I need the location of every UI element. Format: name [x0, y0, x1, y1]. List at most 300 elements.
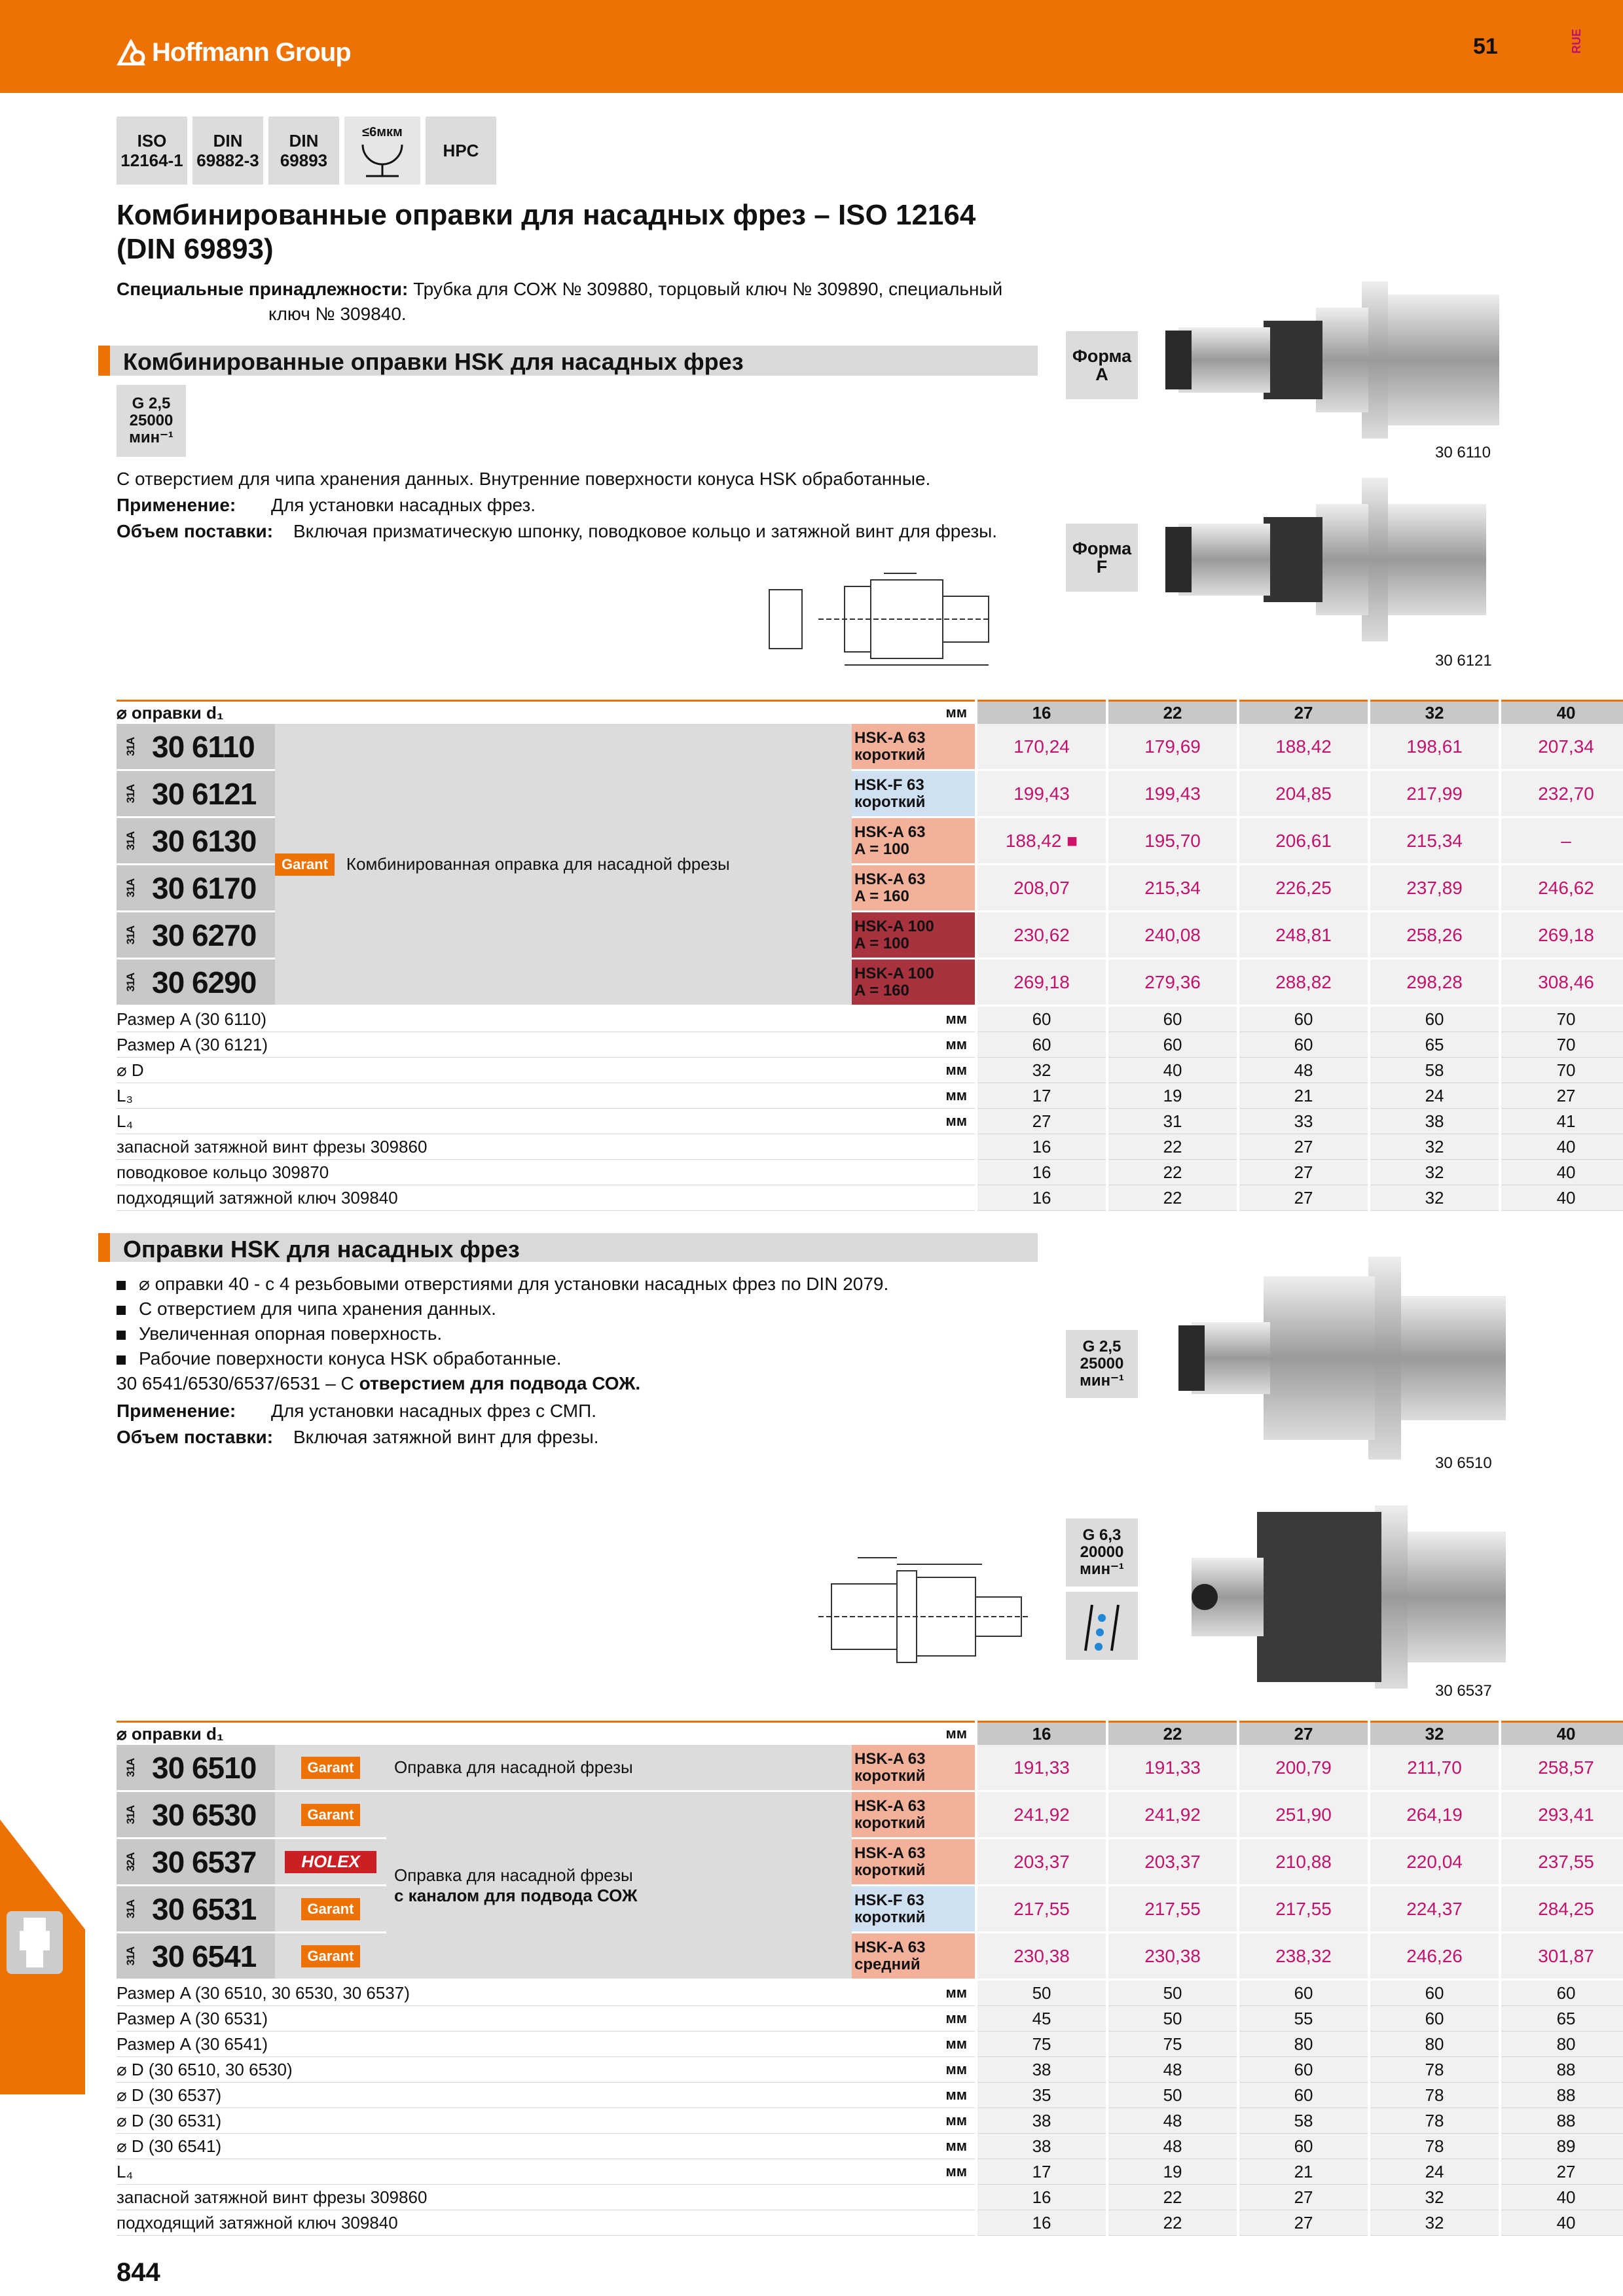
- table-header-row: [117, 701, 1623, 725]
- special-accessories: [117, 277, 1033, 327]
- technical-drawing-2: [792, 1545, 1054, 1682]
- spec-line: короткий: [854, 793, 926, 811]
- measure-value: 19: [1107, 2159, 1238, 2185]
- bullet-icon: [117, 1331, 126, 1340]
- hsk-spec: [852, 1839, 976, 1886]
- spec-line: A = 160: [854, 981, 909, 999]
- balance-unit: мин⁻¹: [129, 429, 173, 446]
- price-cell[interactable]: 258,57: [1500, 1745, 1623, 1791]
- price-cell[interactable]: 238,32: [1238, 1933, 1369, 1980]
- col-header-unit: мм: [852, 701, 976, 725]
- price-cell[interactable]: 215,34: [1369, 817, 1500, 865]
- measure-value: 24: [1369, 2159, 1500, 2185]
- price-cell[interactable]: 237,55: [1500, 1839, 1623, 1886]
- coolant-icon: [1066, 1592, 1138, 1660]
- measure-value: 48: [1107, 2108, 1238, 2134]
- measure-value: 40: [1107, 1058, 1238, 1083]
- measure-value: 27: [1500, 1083, 1623, 1109]
- hsk-spec: [852, 959, 976, 1006]
- measure-value: 40: [1500, 2185, 1623, 2210]
- image-caption: 30 6110: [1435, 444, 1491, 461]
- section-title: Комбинированные оправки HSK для насадных фрез: [123, 348, 744, 375]
- price-code: 31A: [124, 1758, 137, 1777]
- garant-logo: Garant: [301, 1945, 361, 1967]
- measure-label: ⌀ D (30 6541): [117, 2134, 852, 2159]
- measure-value: 88: [1500, 2057, 1623, 2083]
- spec-line: средний: [854, 1955, 921, 1973]
- product-description: Оправка для насадной фрезы: [386, 1745, 852, 1791]
- measure-unit: мм: [852, 2134, 976, 2159]
- price-cell[interactable]: 198,61: [1369, 724, 1500, 770]
- price-cell[interactable]: 191,33: [976, 1745, 1107, 1791]
- product-image-306537: [1178, 1499, 1519, 1695]
- col-header-unit: мм: [852, 1722, 976, 1746]
- table-combined-arbors: [117, 700, 1623, 1211]
- table-row: [117, 1933, 1623, 1980]
- price-cell[interactable]: 251,90: [1238, 1791, 1369, 1839]
- measure-value: 89: [1500, 2134, 1623, 2159]
- measure-label: L₄: [117, 2159, 852, 2185]
- runout-icon: [353, 142, 412, 179]
- measure-value: 40: [1500, 2210, 1623, 2236]
- image-caption: 30 6121: [1435, 652, 1492, 670]
- article-number[interactable]: [117, 724, 275, 770]
- description-line: Оправка для насадной фрезы: [394, 1865, 633, 1885]
- spec-line: короткий: [854, 1908, 926, 1926]
- price-cell[interactable]: 188,42 ■: [976, 817, 1107, 865]
- col-header-value: 32: [1369, 701, 1500, 725]
- measure-value: 45: [976, 2006, 1107, 2032]
- price-cell[interactable]: 204,85: [1238, 770, 1369, 817]
- measure-value: 38: [976, 2108, 1107, 2134]
- article-number[interactable]: [117, 817, 275, 865]
- section-header-1: [98, 346, 1038, 376]
- spec-line: HSK-A 63: [854, 728, 926, 747]
- price-cell[interactable]: 230,62: [976, 912, 1107, 959]
- article-text: 30 6530: [152, 1797, 257, 1832]
- spec-line: HSK-A 63: [854, 1797, 926, 1815]
- product-image-306110: [1165, 268, 1506, 452]
- article-text: 30 6130: [152, 823, 257, 858]
- spec-line: HSK-A 63: [854, 1844, 926, 1862]
- hsk-spec: [852, 1886, 976, 1933]
- badge-line: 69893: [280, 151, 328, 170]
- measure-label: Размер A (30 6121): [117, 1032, 852, 1058]
- price-cell[interactable]: 258,26: [1369, 912, 1500, 959]
- measure-unit: мм: [852, 2057, 976, 2083]
- measure-value: 70: [1500, 1006, 1623, 1032]
- spec-line: HSK-A 63: [854, 1749, 926, 1768]
- spec-line: A = 100: [854, 934, 909, 952]
- measure-label: подходящий затяжной ключ 309840: [117, 1185, 852, 1211]
- accessories-text: ключ № 309840.: [268, 304, 407, 324]
- measure-row: [117, 2134, 1623, 2159]
- badge-iso: [117, 117, 187, 185]
- price-cell[interactable]: 301,87: [1500, 1933, 1623, 1980]
- price-cell[interactable]: 200,79: [1238, 1745, 1369, 1791]
- measure-label: Размер A (30 6531): [117, 2006, 852, 2032]
- col-header-value: 27: [1238, 1722, 1369, 1746]
- price-cell[interactable]: 195,70: [1107, 817, 1238, 865]
- price-cell[interactable]: 264,19: [1369, 1791, 1500, 1839]
- application-text: Для установки насадных фрез с СМП.: [271, 1401, 596, 1421]
- price-cell[interactable]: 203,37: [1107, 1839, 1238, 1886]
- price-cell[interactable]: 240,08: [1107, 912, 1238, 959]
- badge-din-69882: [192, 117, 263, 185]
- price-cell[interactable]: 207,34: [1500, 724, 1623, 770]
- measure-value: 32: [976, 1058, 1107, 1083]
- footer-page-number: 844: [117, 2258, 160, 2287]
- price-cell[interactable]: 179,69: [1107, 724, 1238, 770]
- measure-label: L₃: [117, 1083, 852, 1109]
- price-cell[interactable]: 188,42: [1238, 724, 1369, 770]
- bullet-icon: [117, 1355, 126, 1365]
- price-cell[interactable]: 199,43: [1107, 770, 1238, 817]
- measure-value: 27: [1238, 1185, 1369, 1211]
- balance-unit: мин⁻¹: [1080, 1372, 1124, 1390]
- measure-value: 60: [1369, 1006, 1500, 1032]
- measure-value: 40: [1500, 1134, 1623, 1160]
- price-code: 31A: [124, 878, 137, 897]
- price-cell[interactable]: 241,92: [976, 1791, 1107, 1839]
- measure-label: поводковое кольцо 309870: [117, 1160, 852, 1185]
- measure-value: 50: [976, 1980, 1107, 2006]
- price-cell[interactable]: 230,38: [1107, 1933, 1238, 1980]
- bullet-text: С отверстием для чипа хранения данных.: [139, 1299, 496, 1319]
- article-number[interactable]: [117, 1745, 275, 1791]
- article-text: 30 6270: [152, 918, 257, 952]
- hsk-spec: [852, 1791, 976, 1839]
- spec-line: HSK-F 63: [854, 1891, 924, 1909]
- section1-application: [117, 492, 536, 518]
- measure-value: 80: [1369, 2032, 1500, 2057]
- measure-value: 80: [1238, 2032, 1369, 2057]
- spec-line: короткий: [854, 1814, 926, 1832]
- price-code: 31A: [124, 784, 137, 803]
- balance-grade-box: [1066, 1518, 1138, 1587]
- measure-row: [117, 1058, 1623, 1083]
- price-cell[interactable]: 308,46: [1500, 959, 1623, 1006]
- language-code: RUE: [1570, 28, 1583, 54]
- price-cell[interactable]: 237,89: [1369, 865, 1500, 912]
- bullet-text: ⌀ оправки 40 - с 4 резьбовыми отверстиями для установки насадных фрез по DIN 2079.: [139, 1274, 889, 1294]
- spec-line: HSK-A 63: [854, 870, 926, 888]
- title-line-1: Комбинированные оправки для насадных фрез – ISO 12164: [117, 199, 976, 231]
- measure-value: 16: [976, 2210, 1107, 2236]
- measure-value: 19: [1107, 1083, 1238, 1109]
- measure-value: 78: [1369, 2057, 1500, 2083]
- measure-value: 88: [1500, 2108, 1623, 2134]
- article-number[interactable]: [117, 1791, 275, 1839]
- product-image-306121: [1165, 471, 1506, 648]
- table-row: [117, 724, 1623, 770]
- col-header-value: 32: [1369, 1722, 1500, 1746]
- price-cell[interactable]: 269,18: [976, 959, 1107, 1006]
- article-text: 30 6510: [152, 1750, 257, 1785]
- price-cell[interactable]: 246,62: [1500, 865, 1623, 912]
- measure-unit: [852, 2185, 976, 2210]
- garant-logo: Garant: [301, 1898, 361, 1920]
- price-cell[interactable]: 208,07: [976, 865, 1107, 912]
- measure-label: Размер A (30 6110): [117, 1006, 852, 1032]
- description-wrap: [275, 853, 852, 876]
- price-code: 31A: [124, 737, 137, 756]
- price-cell[interactable]: –: [1500, 817, 1623, 865]
- measure-label: запасной затяжной винт фрезы 309860: [117, 2185, 852, 2210]
- measure-value: 32: [1369, 2210, 1500, 2236]
- form-label: Форма: [1072, 346, 1132, 366]
- table-header-row: [117, 1722, 1623, 1746]
- measure-value: 48: [1107, 2057, 1238, 2083]
- measure-value: 78: [1369, 2083, 1500, 2108]
- spec-line: HSK-A 63: [854, 823, 926, 841]
- measure-label: подходящий затяжной ключ 309840: [117, 2210, 852, 2236]
- price-code: 31A: [124, 1805, 137, 1824]
- measure-value: 88: [1500, 2083, 1623, 2108]
- price-code: 31A: [124, 973, 137, 992]
- article-number[interactable]: [117, 865, 275, 912]
- bullet-icon: [117, 1281, 126, 1290]
- measure-value: 38: [1369, 1109, 1500, 1134]
- measure-value: 60: [1369, 2006, 1500, 2032]
- measure-value: 27: [1238, 1134, 1369, 1160]
- price-cell[interactable]: 215,34: [1107, 865, 1238, 912]
- price-code: 31A: [124, 1899, 137, 1918]
- price-cell[interactable]: 284,25: [1500, 1886, 1623, 1933]
- measure-row: [117, 1160, 1623, 1185]
- table-row: [117, 1886, 1623, 1933]
- article-text: 30 6290: [152, 965, 257, 999]
- measure-value: 32: [1369, 1185, 1500, 1211]
- measure-unit: мм: [852, 2006, 976, 2032]
- price-cell[interactable]: 246,26: [1369, 1933, 1500, 1980]
- price-code: 31A: [124, 925, 137, 944]
- badge-line: 69882-3: [196, 151, 259, 170]
- application-text: Для установки насадных фрез.: [271, 495, 536, 515]
- form-letter: F: [1096, 557, 1108, 577]
- measure-unit: мм: [852, 1980, 976, 2006]
- measure-unit: мм: [852, 1032, 976, 1058]
- measure-value: 24: [1369, 1083, 1500, 1109]
- price-cell[interactable]: 170,24: [976, 724, 1107, 770]
- section-accent: [98, 1233, 110, 1262]
- measure-row: [117, 1109, 1623, 1134]
- measure-value: 35: [976, 2083, 1107, 2108]
- balance-grade-box: [117, 385, 186, 457]
- badge-line: DIN: [289, 131, 319, 151]
- measure-value: 32: [1369, 2185, 1500, 2210]
- spec-line: A = 100: [854, 840, 909, 858]
- bullet-icon: [117, 1306, 126, 1315]
- measure-row: [117, 1185, 1623, 1211]
- measure-value: 27: [1238, 2210, 1369, 2236]
- price-cell[interactable]: 224,37: [1369, 1886, 1500, 1933]
- measure-label: ⌀ D (30 6531): [117, 2108, 852, 2134]
- measure-value: 60: [1238, 1032, 1369, 1058]
- article-number[interactable]: [117, 770, 275, 817]
- measure-value: 58: [1369, 1058, 1500, 1083]
- measure-row: [117, 2210, 1623, 2236]
- price-cell[interactable]: 220,04: [1369, 1839, 1500, 1886]
- coolant-bold: отверстием для подвода СОЖ.: [359, 1373, 641, 1393]
- section-header-2: [98, 1233, 1038, 1262]
- brand-name: Hoffmann Group: [152, 37, 351, 67]
- measure-value: 16: [976, 1160, 1107, 1185]
- form-f-box: [1066, 524, 1138, 592]
- table-hsk-arbors: [117, 1721, 1623, 2236]
- form-label: Форма: [1072, 539, 1132, 558]
- page-title: [117, 198, 976, 266]
- hsk-spec: [852, 865, 976, 912]
- table-row: [117, 1791, 1623, 1839]
- price-cell[interactable]: 288,82: [1238, 959, 1369, 1006]
- brand-logo[interactable]: [117, 36, 351, 69]
- price-cell[interactable]: 293,41: [1500, 1791, 1623, 1839]
- section-title: Оправки HSK для насадных фрез: [123, 1236, 520, 1263]
- measure-value: 60: [1238, 1980, 1369, 2006]
- price-cell[interactable]: 269,18: [1500, 912, 1623, 959]
- measure-value: 60: [976, 1032, 1107, 1058]
- section1-intro: С отверстием для чипа хранения данных. Внутренние поверхности конуса HSK обработанные.: [117, 469, 931, 489]
- application-label: Применение:: [117, 1401, 236, 1421]
- price-cell[interactable]: 230,38: [976, 1933, 1107, 1980]
- col-header-label: ⌀ оправки d₁: [117, 701, 852, 725]
- section-accent: [98, 346, 110, 376]
- measure-unit: [852, 1134, 976, 1160]
- price-cell[interactable]: 217,55: [1238, 1886, 1369, 1933]
- measure-value: 60: [1369, 1980, 1500, 2006]
- article-number[interactable]: [117, 912, 275, 959]
- balance-grade: G 2,5: [1082, 1338, 1122, 1355]
- garant-logo: Garant: [301, 1804, 361, 1826]
- measure-label: L₄: [117, 1109, 852, 1134]
- description-line: с каналом для подвода СОЖ: [394, 1885, 638, 1905]
- price-cell[interactable]: 279,36: [1107, 959, 1238, 1006]
- measure-value: 48: [1238, 1058, 1369, 1083]
- tool-holder-icon: [7, 1911, 63, 1974]
- price-cell[interactable]: 206,61: [1238, 817, 1369, 865]
- measure-value: 16: [976, 2185, 1107, 2210]
- measure-label: ⌀ D: [117, 1058, 852, 1083]
- badge-line: ISO: [137, 131, 167, 151]
- badge-line: HPC: [443, 141, 479, 160]
- article-number[interactable]: [117, 1933, 275, 1980]
- measure-value: 40: [1500, 1185, 1623, 1211]
- article-text: 30 6110: [152, 729, 255, 764]
- price-cell[interactable]: 241,92: [1107, 1791, 1238, 1839]
- price-cell[interactable]: 217,55: [976, 1886, 1107, 1933]
- product-image-306510: [1178, 1250, 1519, 1466]
- measure-unit: [852, 1185, 976, 1211]
- measure-unit: мм: [852, 2032, 976, 2057]
- price-cell[interactable]: 248,81: [1238, 912, 1369, 959]
- hsk-spec: [852, 770, 976, 817]
- measure-value: 50: [1107, 1980, 1238, 2006]
- measure-unit: мм: [852, 1083, 976, 1109]
- article-number[interactable]: [117, 1839, 275, 1886]
- article-text: 30 6541: [152, 1939, 257, 1973]
- measure-value: 80: [1500, 2032, 1623, 2057]
- delivery-text: Включая призматическую шпонку, поводковое кольцо и затяжной винт для фрезы.: [293, 521, 998, 541]
- section2-coolant-note: [117, 1371, 640, 1397]
- measure-unit: мм: [852, 1006, 976, 1032]
- measure-value: 17: [976, 2159, 1107, 2185]
- hsk-spec: [852, 817, 976, 865]
- section2-bullet: [117, 1296, 496, 1322]
- measure-value: 22: [1107, 1160, 1238, 1185]
- measure-label: ⌀ D (30 6510, 30 6530): [117, 2057, 852, 2083]
- col-header-value: 40: [1500, 701, 1623, 725]
- measure-unit: [852, 1160, 976, 1185]
- description-text: Комбинированная оправка для насадной фрезы: [346, 854, 730, 874]
- brand-cell: [275, 1745, 386, 1791]
- price-cell[interactable]: 217,55: [1107, 1886, 1238, 1933]
- spec-line: HSK-A 100: [854, 964, 934, 982]
- measure-value: 22: [1107, 2185, 1238, 2210]
- measure-value: 60: [1107, 1032, 1238, 1058]
- measure-value: 60: [1238, 1006, 1369, 1032]
- balance-grade: G 6,3: [1082, 1526, 1122, 1544]
- badge-din-69893: [268, 117, 339, 185]
- measure-value: 50: [1107, 2083, 1238, 2108]
- article-text: 30 6531: [152, 1892, 257, 1926]
- article-number[interactable]: [117, 959, 275, 1006]
- spec-line: короткий: [854, 745, 926, 764]
- measure-value: 75: [1107, 2032, 1238, 2057]
- price-cell[interactable]: 232,70: [1500, 770, 1623, 817]
- measure-value: 48: [1107, 2134, 1238, 2159]
- measure-row: [117, 1083, 1623, 1109]
- measure-value: 21: [1238, 2159, 1369, 2185]
- measure-label: Размер A (30 6541): [117, 2032, 852, 2057]
- col-header-value: 22: [1107, 701, 1238, 725]
- measure-unit: мм: [852, 2159, 976, 2185]
- price-cell[interactable]: 191,33: [1107, 1745, 1238, 1791]
- spec-line: HSK-A 100: [854, 917, 934, 935]
- price-cell[interactable]: 199,43: [976, 770, 1107, 817]
- measure-value: 60: [1238, 2134, 1369, 2159]
- price-cell[interactable]: 203,37: [976, 1839, 1107, 1886]
- measure-row: [117, 2032, 1623, 2057]
- delivery-text: Включая затяжной винт для фрезы.: [293, 1427, 599, 1447]
- section2-application: [117, 1398, 596, 1424]
- coolant-icon-box: [1066, 1592, 1138, 1660]
- measure-unit: [852, 2210, 976, 2236]
- price-code: 31A: [124, 831, 137, 850]
- measure-value: 27: [1238, 1160, 1369, 1185]
- price-cell[interactable]: 217,99: [1369, 770, 1500, 817]
- price-cell[interactable]: 226,25: [1238, 865, 1369, 912]
- price-code: 32A: [124, 1852, 137, 1871]
- price-cell[interactable]: 298,28: [1369, 959, 1500, 1006]
- measure-unit: мм: [852, 2083, 976, 2108]
- article-text: 30 6537: [152, 1844, 257, 1879]
- price-cell[interactable]: 211,70: [1369, 1745, 1500, 1791]
- measure-value: 60: [1238, 2083, 1369, 2108]
- spec-line: A = 160: [854, 887, 909, 905]
- hsk-spec: [852, 912, 976, 959]
- measure-value: 58: [1238, 2108, 1369, 2134]
- measure-value: 27: [1500, 2159, 1623, 2185]
- measure-value: 22: [1107, 1185, 1238, 1211]
- measure-value: 27: [1238, 2185, 1369, 2210]
- image-caption: 30 6537: [1435, 1682, 1492, 1700]
- measure-value: 16: [976, 1134, 1107, 1160]
- price-cell[interactable]: 210,88: [1238, 1839, 1369, 1886]
- price-code: 31A: [124, 1946, 137, 1965]
- article-number[interactable]: [117, 1886, 275, 1933]
- measure-value: 60: [1238, 2057, 1369, 2083]
